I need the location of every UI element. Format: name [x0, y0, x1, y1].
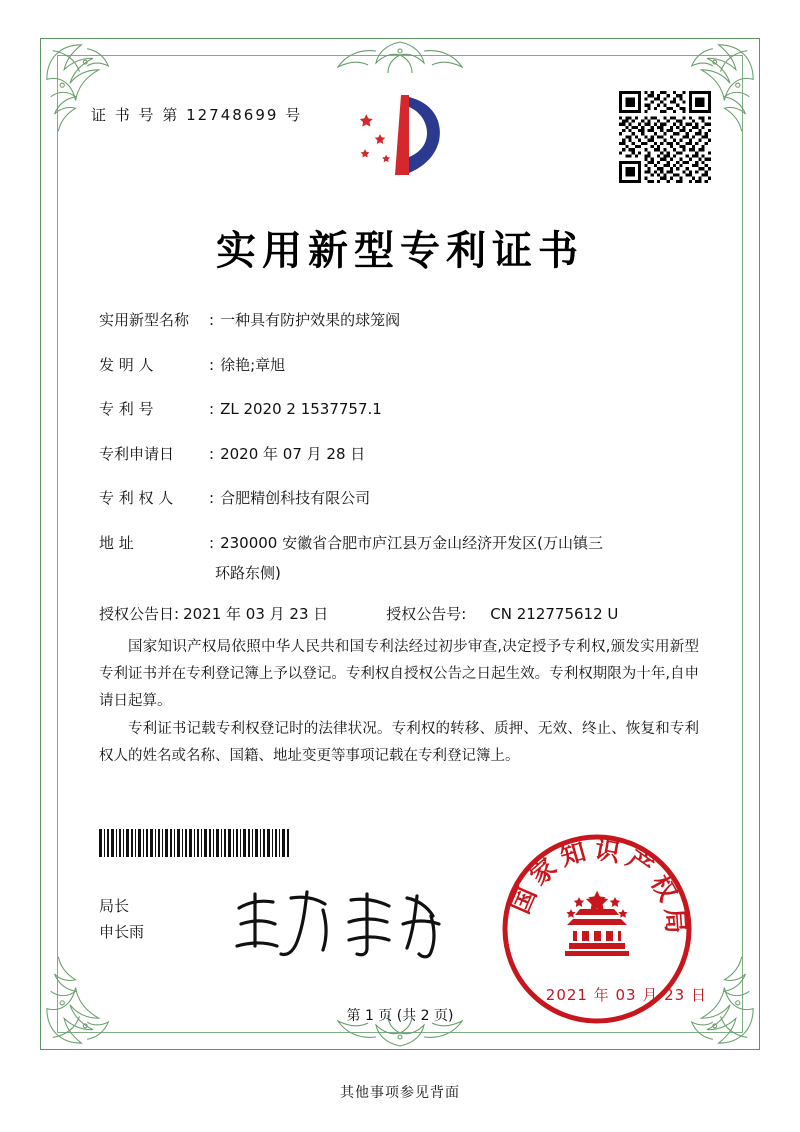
legal-text: [99, 634, 699, 772]
field-colon: :: [209, 489, 215, 507]
field-value: 2020 年 07 月 28 日: [220, 444, 366, 463]
paragraph-2: 专利证书记载专利权登记时的法律状况。专利权的转移、质押、无效、终止、恢复和专利权人的姓名或名称、国籍、地址变更等事项记载在专利登记簿上。: [99, 721, 699, 765]
field-address: [99, 532, 699, 555]
seal-date: 2021 年 03 月 23 日: [545, 986, 707, 1004]
field-label: 专 利 权 人: [99, 489, 174, 507]
field-value: 一种具有防护效果的球笼阀: [220, 311, 401, 329]
announcement-date-value: 2021 年 03 月 23 日: [183, 605, 329, 623]
field-label: 实用新型名称: [99, 311, 190, 329]
announcement-date-label: 授权公告日:: [99, 605, 180, 623]
page-indicator: 第 1 页 (共 2 页): [346, 1008, 454, 1024]
announcement-number-value: CN 212775612 U: [490, 605, 619, 623]
field-colon: :: [209, 400, 215, 418]
signature-block: [99, 894, 144, 945]
cnipa-logo-icon: [339, 87, 459, 187]
field-address-line2: 环路东侧): [215, 564, 281, 582]
handwritten-signature: [231, 884, 451, 964]
field-label: 专 利 号: [99, 400, 154, 418]
field-patentee: [99, 487, 699, 510]
field-value: 230000 安徽省合肥市庐江县万金山经济开发区(万山镇三: [220, 533, 603, 552]
signature-title: 局长: [99, 897, 130, 915]
qr-code: [619, 91, 711, 183]
footnote: 其他事项参见背面: [340, 1085, 460, 1101]
page-title: 实用新型专利证书: [216, 228, 584, 274]
field-colon: :: [209, 355, 215, 374]
field-value: ZL 2020 2 1537757.1: [220, 400, 382, 418]
field-inventor: [99, 354, 699, 377]
field-label: 专利申请日: [99, 444, 175, 463]
field-label: 发 明 人: [99, 355, 154, 374]
svg-text:国家知识产权局: 国家知识产权局: [505, 834, 691, 941]
field-colon: :: [209, 444, 215, 463]
field-colon: :: [209, 533, 215, 552]
certificate-number: 证 书 号 第 12748699 号: [91, 106, 303, 124]
announcement-number-label: 授权公告号:: [386, 605, 467, 623]
field-value: 徐艳;章旭: [220, 355, 286, 374]
field-label: 地 址: [99, 533, 134, 552]
signature-name: 申长雨: [99, 922, 145, 941]
field-list: [99, 309, 699, 644]
field-application-date: [99, 443, 699, 466]
certificate-content: [41, 39, 759, 1049]
field-patent-number: [99, 398, 699, 421]
paragraph-1: 国家知识产权局依照中华人民共和国专利法经过初步审查,决定授予专利权,颁发实用新型专利证书并在专利登记簿上予以登记。专利权自授权公告之日起生效。专利权期限为十年,自申请日起算。: [99, 639, 699, 709]
certificate-border: [40, 38, 760, 1050]
barcode: [99, 829, 291, 857]
field-utility-model-name: [99, 309, 699, 332]
field-announcement: [99, 603, 699, 624]
field-colon: :: [209, 311, 215, 329]
field-value: 合肥精创科技有限公司: [220, 489, 371, 507]
